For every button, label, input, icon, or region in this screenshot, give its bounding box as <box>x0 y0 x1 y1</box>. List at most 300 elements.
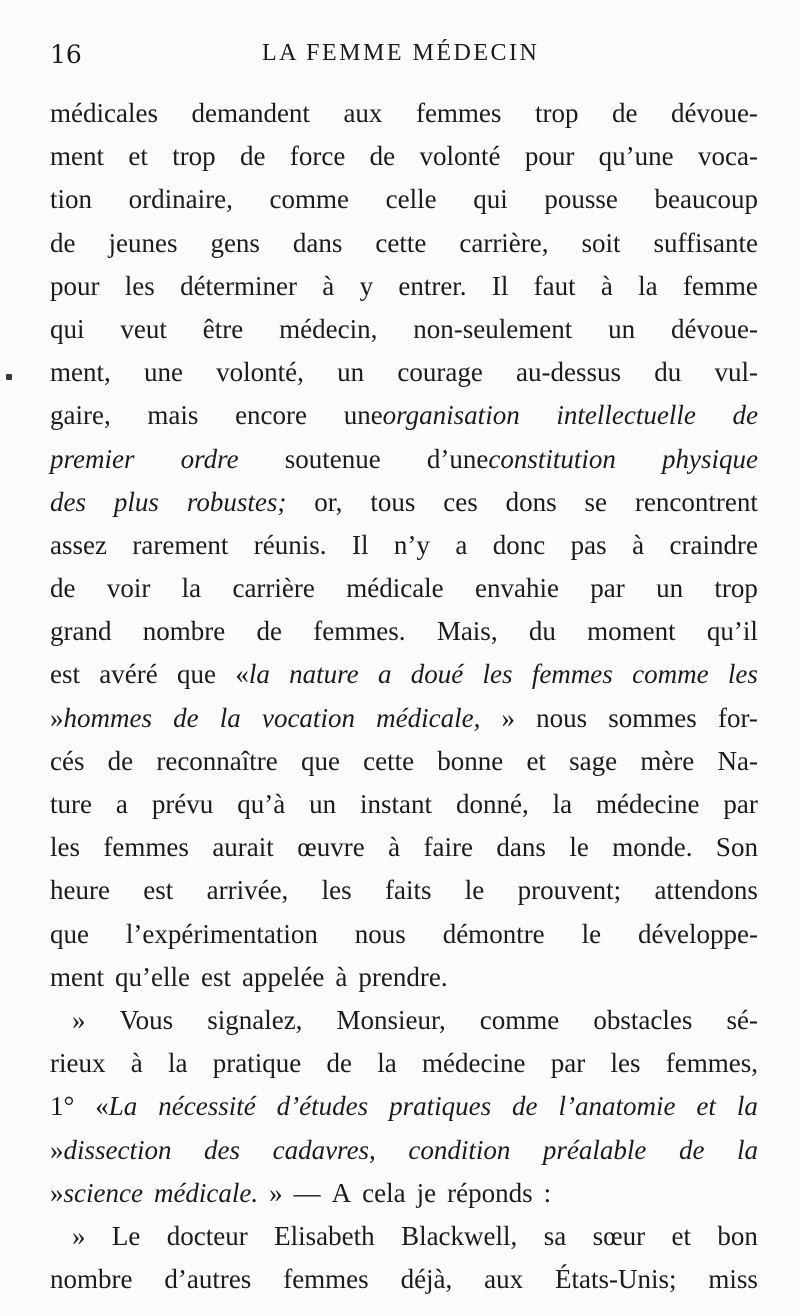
text-line <box>50 869 758 912</box>
roman-text: donné, <box>455 789 529 819</box>
roman-text: par <box>550 1048 586 1079</box>
roman-text: la <box>181 573 202 604</box>
word <box>283 1258 368 1301</box>
word <box>50 826 80 869</box>
roman-text: encore <box>235 400 308 431</box>
roman-text: a <box>115 789 128 819</box>
word <box>355 913 406 956</box>
roman-text: dévoue- <box>671 313 758 344</box>
italic-text: de <box>678 1134 705 1165</box>
word <box>210 222 260 265</box>
roman-text: par <box>723 789 758 819</box>
roman-text: cette <box>375 227 427 258</box>
word <box>207 999 302 1042</box>
roman-text: le <box>464 875 485 906</box>
word <box>672 1215 692 1258</box>
roman-text: instant <box>360 789 433 819</box>
word <box>132 524 228 567</box>
roman-text: sommes <box>608 702 697 733</box>
word <box>309 783 336 826</box>
roman-text: la <box>552 789 573 819</box>
roman-text: trop <box>714 573 758 604</box>
roman-text: pour <box>524 141 575 172</box>
word <box>558 1085 675 1128</box>
word <box>376 697 480 740</box>
word <box>483 653 513 696</box>
word <box>496 826 546 869</box>
word <box>716 826 758 869</box>
italic-text: pratiques <box>389 1091 492 1122</box>
roman-text: une <box>343 400 383 431</box>
roman-text: faire <box>423 832 473 863</box>
word <box>297 826 364 869</box>
text-line <box>50 1085 758 1128</box>
roman-text: cés <box>50 745 85 776</box>
word <box>120 999 174 1042</box>
roman-text: nous <box>354 918 406 949</box>
roman-text: les <box>50 832 80 863</box>
word <box>180 265 297 308</box>
roman-text: aux <box>484 1264 524 1295</box>
word <box>50 1258 132 1301</box>
word <box>294 1172 321 1215</box>
word <box>632 653 708 696</box>
word <box>370 135 395 178</box>
word <box>177 653 216 696</box>
word <box>332 1172 352 1215</box>
word <box>534 265 576 308</box>
word <box>50 1172 143 1215</box>
text-line <box>50 913 758 956</box>
roman-text: pratique <box>212 1048 302 1079</box>
word <box>50 783 92 826</box>
italic-text: de <box>173 702 199 733</box>
roman-text: les <box>610 1048 641 1079</box>
word <box>590 567 624 610</box>
word <box>181 438 239 481</box>
roman-text: assez <box>50 529 107 560</box>
italic-text: de <box>512 1091 538 1122</box>
roman-text: ces <box>443 486 478 517</box>
word <box>152 783 213 826</box>
roman-text: carrière <box>232 573 315 604</box>
word <box>112 1215 140 1258</box>
word <box>555 1258 677 1301</box>
word <box>480 999 559 1042</box>
roman-text: Na- <box>717 745 758 776</box>
roman-text: est <box>200 961 231 992</box>
word <box>707 610 758 653</box>
roman-text: qu’il <box>706 616 758 647</box>
word <box>144 351 183 394</box>
italic-text: femmes <box>531 659 613 690</box>
word <box>378 653 392 696</box>
roman-text: force <box>289 141 346 172</box>
roman-text: que <box>177 659 217 690</box>
italic-text: doué <box>410 659 464 690</box>
word <box>640 740 694 783</box>
roman-text: bonne <box>437 745 504 776</box>
roman-text: un <box>309 789 337 819</box>
word <box>732 394 757 437</box>
roman-text: suffisante <box>653 227 758 258</box>
word <box>582 222 621 265</box>
roman-text: comme <box>479 1004 560 1035</box>
word <box>447 1172 532 1215</box>
running-title: LA FEMME MÉDECIN <box>262 40 540 66</box>
text-line <box>50 1042 758 1085</box>
word <box>516 351 621 394</box>
word <box>50 740 84 783</box>
roman-text: les <box>321 875 352 906</box>
text-line <box>50 697 758 740</box>
word <box>129 178 233 221</box>
roman-text: Elisabeth <box>274 1220 375 1251</box>
word <box>125 265 155 308</box>
word <box>212 826 273 869</box>
roman-text: qui <box>473 184 508 215</box>
roman-text: carrière, <box>459 227 549 258</box>
word <box>95 1085 137 1128</box>
word <box>437 610 498 653</box>
word <box>398 265 466 308</box>
word <box>506 481 557 524</box>
roman-text: par <box>590 573 625 604</box>
roman-text: sage <box>569 745 618 776</box>
roman-text: » <box>72 1004 86 1035</box>
roman-text: qui <box>50 313 85 344</box>
word <box>343 92 382 135</box>
word <box>116 783 128 826</box>
roman-text: aux <box>343 98 383 128</box>
roman-text: « <box>95 1091 109 1122</box>
word <box>662 438 758 481</box>
roman-text: mais <box>147 400 199 431</box>
roman-text: — <box>293 1177 321 1208</box>
italic-text: médicale. <box>153 1177 259 1208</box>
word <box>337 999 446 1042</box>
roman-text: et <box>128 141 148 172</box>
text-line <box>50 999 758 1042</box>
word <box>571 524 607 567</box>
roman-text: trop <box>534 98 579 128</box>
word <box>187 481 287 524</box>
word <box>593 999 692 1042</box>
word <box>213 1042 301 1085</box>
word <box>671 308 758 351</box>
italic-text: les <box>482 659 513 690</box>
italic-text: ordre <box>180 443 239 474</box>
roman-text: pour <box>50 270 100 301</box>
word <box>301 740 340 783</box>
word <box>363 740 414 783</box>
word <box>532 653 613 696</box>
italic-text: des <box>50 486 86 517</box>
word <box>147 394 198 437</box>
word <box>262 697 355 740</box>
word <box>544 1172 552 1215</box>
word <box>362 1172 405 1215</box>
roman-text: développe- <box>638 918 758 949</box>
roman-text: soit <box>581 227 621 258</box>
roman-text: donc <box>492 529 546 560</box>
word <box>456 783 529 826</box>
word <box>346 567 443 610</box>
roman-text: femmes, <box>665 1048 758 1079</box>
word <box>168 1042 188 1085</box>
word <box>204 1129 240 1172</box>
roman-text: moment <box>587 616 676 647</box>
word <box>556 394 695 437</box>
roman-text: sé- <box>726 1004 758 1035</box>
word <box>216 351 304 394</box>
word <box>314 481 342 524</box>
word <box>313 610 405 653</box>
word <box>167 1215 248 1258</box>
roman-text: volonté, <box>216 357 304 388</box>
word <box>397 351 482 394</box>
roman-text: cela <box>362 1177 406 1208</box>
roman-text: ture <box>50 789 92 819</box>
word <box>717 1215 758 1258</box>
roman-text: tous <box>370 486 416 517</box>
roman-text: le <box>581 918 602 949</box>
roman-text: signalez, <box>207 1004 303 1035</box>
word <box>358 956 447 999</box>
word <box>443 913 545 956</box>
text-line <box>50 178 758 221</box>
roman-text: envahie <box>475 573 559 604</box>
word <box>322 265 334 308</box>
word <box>666 1042 758 1085</box>
roman-text: voca- <box>698 141 758 172</box>
body-text <box>50 92 758 1301</box>
roman-text: a <box>455 529 468 560</box>
roman-text: A <box>331 1177 352 1208</box>
roman-text: y <box>359 270 374 301</box>
roman-text: faut <box>533 270 576 301</box>
roman-text: à <box>322 270 335 301</box>
roman-text: et <box>671 1220 691 1251</box>
roman-text: entrer. <box>398 270 467 301</box>
roman-text: d’autres <box>164 1264 252 1295</box>
roman-text: qu’elle <box>115 961 190 992</box>
word <box>427 438 616 481</box>
text-line <box>50 740 758 783</box>
word <box>525 135 575 178</box>
roman-text: médicales <box>50 98 158 128</box>
roman-text: cette <box>363 745 415 776</box>
word <box>50 653 80 696</box>
roman-text: Son <box>715 832 758 863</box>
word <box>526 740 546 783</box>
roman-text: de <box>256 616 283 647</box>
roman-text: faits <box>384 875 432 906</box>
roman-text: qu’une <box>598 141 674 172</box>
word <box>50 913 89 956</box>
word <box>377 1042 397 1085</box>
roman-text: miss <box>708 1264 758 1295</box>
word <box>242 956 324 999</box>
word <box>337 351 364 394</box>
roman-text: pas <box>570 529 607 560</box>
roman-text: monde. <box>612 832 693 863</box>
word <box>671 92 758 135</box>
roman-text: les <box>124 270 155 301</box>
italic-text: science <box>63 1177 143 1208</box>
roman-text: que <box>50 918 89 949</box>
word <box>596 783 699 826</box>
italic-text: La <box>108 1091 138 1122</box>
roman-text: arrivée, <box>206 875 289 906</box>
roman-text: au-dessus <box>516 357 622 388</box>
text-line <box>50 265 758 308</box>
roman-text: bon <box>717 1220 758 1251</box>
text-line <box>50 1215 758 1258</box>
roman-text: sa <box>543 1220 567 1251</box>
word <box>201 956 231 999</box>
word <box>635 481 758 524</box>
roman-text: un <box>337 357 365 388</box>
word <box>50 308 85 351</box>
word <box>370 481 415 524</box>
italic-text: médicale, <box>376 702 481 733</box>
word <box>352 524 369 567</box>
roman-text: de <box>50 573 76 604</box>
roman-text: œuvre <box>297 832 365 863</box>
word <box>529 610 556 653</box>
word <box>270 178 349 221</box>
word <box>50 222 75 265</box>
roman-text: et <box>526 745 546 776</box>
roman-text: à <box>632 529 645 560</box>
italic-text: cadavres, <box>272 1134 376 1165</box>
word <box>269 1172 283 1215</box>
roman-text: du <box>654 357 682 388</box>
word <box>50 178 92 221</box>
italic-text: a <box>377 659 392 690</box>
italic-text: la <box>248 659 270 690</box>
word <box>737 1129 758 1172</box>
roman-text: à <box>130 1048 143 1079</box>
word <box>254 524 327 567</box>
roman-text: jeunes <box>108 227 178 258</box>
roman-text: femmes <box>103 832 189 863</box>
word <box>50 481 86 524</box>
word <box>322 869 352 912</box>
word <box>737 1085 758 1128</box>
roman-text: de <box>611 98 638 128</box>
word <box>553 783 573 826</box>
roman-text: avéré <box>99 659 158 690</box>
roman-text: à <box>600 270 613 301</box>
word <box>72 999 86 1042</box>
word <box>708 1258 758 1301</box>
word <box>473 178 508 221</box>
roman-text: démontre <box>442 918 545 949</box>
italic-text: d’études <box>276 1091 369 1122</box>
roman-text: » <box>269 1177 283 1208</box>
roman-text: réunis. <box>253 529 327 560</box>
italic-text: organisation <box>382 400 520 431</box>
text-line <box>50 1129 758 1172</box>
word <box>551 1042 585 1085</box>
word <box>143 610 225 653</box>
word <box>50 956 104 999</box>
roman-text: est <box>143 875 174 906</box>
word <box>654 351 681 394</box>
word <box>203 308 243 351</box>
italic-text: et <box>696 1091 716 1122</box>
roman-text: prouvent; <box>517 875 622 906</box>
roman-text: Mais, <box>436 616 498 647</box>
roman-text: veut <box>120 313 167 344</box>
italic-text: nature <box>289 659 359 690</box>
word <box>273 1129 376 1172</box>
roman-text: médecin, <box>279 313 378 344</box>
word <box>220 697 241 740</box>
text-line <box>50 308 758 351</box>
word <box>285 438 381 481</box>
word <box>274 1215 374 1258</box>
roman-text: rencontrent <box>634 486 758 517</box>
word <box>424 826 473 869</box>
word <box>698 135 758 178</box>
italic-text: préalable <box>542 1134 647 1165</box>
roman-text: sœur <box>592 1220 646 1251</box>
roman-text: déterminer <box>180 270 298 301</box>
text-line <box>50 92 758 135</box>
roman-text: la <box>377 1048 397 1079</box>
word <box>394 524 430 567</box>
word <box>455 524 467 567</box>
word <box>154 1172 258 1215</box>
text-line <box>50 956 758 999</box>
word <box>654 222 758 265</box>
word <box>50 610 111 653</box>
word <box>207 869 289 912</box>
roman-text: à <box>335 961 348 992</box>
word <box>99 653 157 696</box>
text-line <box>50 826 758 869</box>
roman-text: se <box>584 486 608 517</box>
word <box>115 956 190 999</box>
word <box>536 697 587 740</box>
word <box>327 1042 352 1085</box>
italic-text: la <box>219 702 241 733</box>
word <box>143 869 173 912</box>
roman-text: la <box>168 1048 188 1079</box>
roman-text: demandent <box>191 98 310 128</box>
italic-text: la <box>736 1134 758 1165</box>
text-line <box>50 653 758 696</box>
roman-text: soutenue <box>284 443 381 474</box>
word <box>422 1042 525 1085</box>
word <box>50 869 110 912</box>
word <box>293 222 343 265</box>
roman-text: mère <box>640 745 695 776</box>
word <box>126 913 318 956</box>
word <box>191 92 309 135</box>
roman-text: » <box>501 702 515 733</box>
roman-text: tion <box>50 184 93 215</box>
page-header <box>50 40 762 76</box>
word <box>335 956 347 999</box>
word <box>493 524 545 567</box>
roman-text: celle <box>385 184 437 215</box>
word <box>714 567 758 610</box>
roman-text: ordinaire, <box>128 184 233 215</box>
